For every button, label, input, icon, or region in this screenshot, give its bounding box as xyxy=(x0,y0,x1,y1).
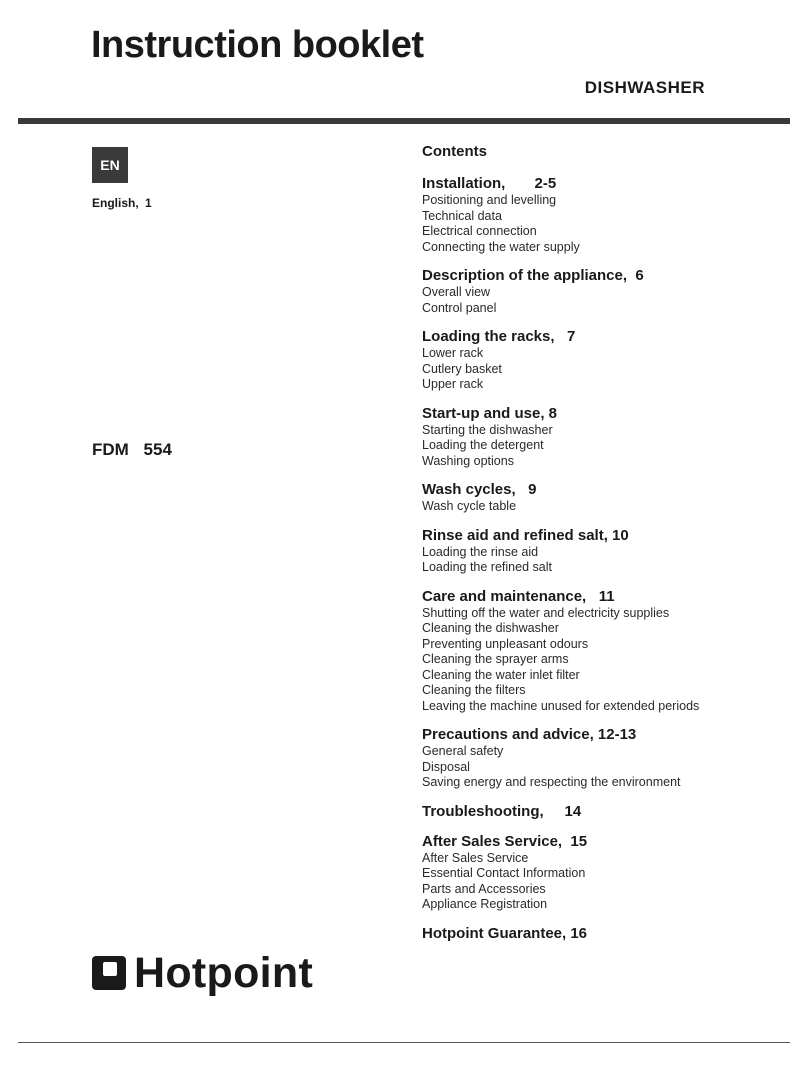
section-heading: Installation, 2-5 xyxy=(422,175,557,192)
contents-title: Contents xyxy=(422,143,487,160)
contents-sections xyxy=(422,174,802,943)
section-items xyxy=(422,193,802,255)
hotpoint-logo-icon xyxy=(92,956,126,990)
section-item: Disposal xyxy=(422,759,470,774)
section-item: Lower rack xyxy=(422,346,484,360)
section-items xyxy=(422,346,802,393)
section-item: After Sales Service xyxy=(422,850,529,865)
section-item: Wash cycle table xyxy=(422,499,517,513)
section-item: Preventing unpleasant odours xyxy=(422,636,589,651)
contents-section xyxy=(422,725,802,791)
section-item: Loading the refined salt xyxy=(422,560,552,574)
section-item: General safety xyxy=(422,744,504,758)
section-item: Saving energy and respecting the environment xyxy=(422,775,681,789)
section-items xyxy=(422,499,802,515)
section-item: Connecting the water supply xyxy=(422,239,580,254)
contents-section xyxy=(422,174,802,255)
brand-name: Hotpoint xyxy=(134,949,314,997)
contents-section xyxy=(422,802,802,821)
section-heading: Loading the racks, 7 xyxy=(422,328,576,345)
brand-logo xyxy=(92,948,313,998)
section-item: Parts and Accessories xyxy=(422,881,546,896)
contents-section xyxy=(422,327,802,393)
contents-section xyxy=(422,526,802,576)
section-item: Cleaning the dishwasher xyxy=(422,621,559,635)
contents-section xyxy=(422,266,802,316)
section-item: Loading the rinse aid xyxy=(422,544,539,559)
section-item: Cleaning the sprayer arms xyxy=(422,652,569,666)
section-item: Overall view xyxy=(422,285,491,299)
section-heading: Description of the appliance, 6 xyxy=(422,267,644,284)
section-item: Essential Contact Information xyxy=(422,866,586,880)
section-heading: Care and maintenance, 11 xyxy=(422,587,615,605)
section-items xyxy=(422,285,802,316)
section-item: Cleaning the filters xyxy=(422,683,526,697)
section-items xyxy=(422,423,802,470)
section-heading: Hotpoint Guarantee, 16 xyxy=(422,924,588,942)
section-heading: Precautions and advice, 12-13 xyxy=(422,726,637,743)
table-of-contents xyxy=(422,142,802,954)
contents-section xyxy=(422,587,802,715)
section-items xyxy=(422,606,802,715)
section-heading: Start-up and use, 8 xyxy=(422,404,558,422)
bottom-divider xyxy=(18,1042,790,1043)
section-item: Control panel xyxy=(422,300,497,315)
section-items xyxy=(422,851,802,913)
section-item: Technical data xyxy=(422,208,502,223)
page-title: Instruction booklet xyxy=(91,24,424,66)
top-divider xyxy=(18,118,790,124)
section-item: Cutlery basket xyxy=(422,361,502,376)
section-item: Loading the detergent xyxy=(422,438,544,452)
model-number: FDM 554 xyxy=(92,440,172,459)
section-items xyxy=(422,744,802,791)
language-page-ref: English, 1 xyxy=(92,196,152,210)
section-item: Appliance Registration xyxy=(422,897,548,911)
section-heading: Troubleshooting, 14 xyxy=(422,802,582,820)
contents-section xyxy=(422,480,802,515)
section-items xyxy=(422,545,802,576)
section-heading: After Sales Service, 15 xyxy=(422,832,588,850)
product-type: DISHWASHER xyxy=(584,78,705,97)
section-item: Electrical connection xyxy=(422,224,537,238)
section-item: Washing options xyxy=(422,453,514,468)
section-item: Cleaning the water inlet filter xyxy=(422,667,580,682)
section-item: Shutting off the water and electricity supplies xyxy=(422,605,670,620)
contents-section xyxy=(422,832,802,913)
contents-section xyxy=(422,404,802,470)
section-heading: Rinse aid and refined salt, 10 xyxy=(422,526,629,544)
section-item: Upper rack xyxy=(422,377,484,391)
section-item: Positioning and levelling xyxy=(422,193,557,207)
contents-section xyxy=(422,924,802,943)
section-item: Leaving the machine unused for extended periods xyxy=(422,698,700,713)
language-badge: EN xyxy=(92,147,128,183)
section-heading: Wash cycles, 9 xyxy=(422,481,537,498)
section-item: Starting the dishwasher xyxy=(422,422,553,437)
